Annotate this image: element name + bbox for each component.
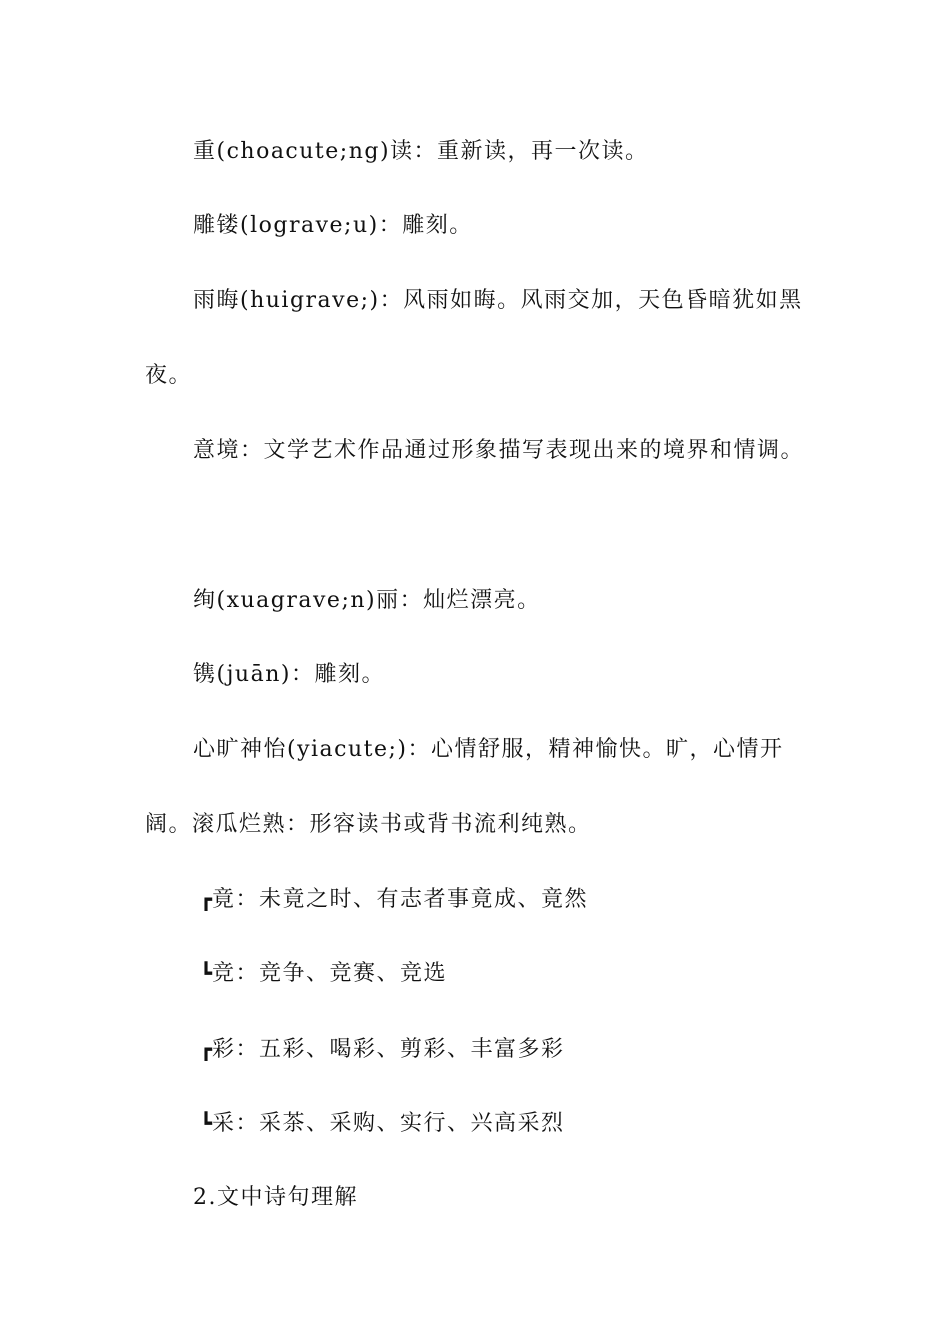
vocab-entry-yuhui-continued: 夜。 xyxy=(145,363,193,388)
bracket-bottom-mark: ┗ xyxy=(200,1111,213,1135)
bracket-top-mark: ┏ xyxy=(200,887,213,911)
bracket-line-jing-top xyxy=(200,884,588,915)
bracket-line-cai-bottom xyxy=(200,1108,565,1139)
vocab-entry-diaolou: 雕镂(lograve;u)：雕刻。 xyxy=(193,213,473,238)
bracket-line-text: 竟：未竟之时、有志者事竟成、竟然 xyxy=(212,887,589,912)
vocab-entry-xuanli: 绚(xuagrave;n)丽：灿烂漂亮。 xyxy=(193,588,541,613)
bracket-top-mark: ┏ xyxy=(200,1037,213,1061)
bracket-bottom-mark: ┗ xyxy=(200,961,213,985)
vocab-entry-chongdu: 重(choacute;ng)读：重新读，再一次读。 xyxy=(193,139,649,164)
vocab-entry-juan: 镌(juān)：雕刻。 xyxy=(193,662,385,687)
vocab-entry-yuhui: 雨晦(huigrave;)：风雨如晦。风雨交加，天色昏暗犹如黑 xyxy=(193,288,803,313)
vocab-entry-gunguallanshu: 阔。滚瓜烂熟：形容读书或背书流利纯熟。 xyxy=(145,812,592,837)
bracket-line-text: 彩：五彩、喝彩、剪彩、丰富多彩 xyxy=(212,1037,565,1062)
bracket-line-text: 采：采茶、采购、实行、兴高采烈 xyxy=(212,1111,565,1136)
section-heading: 2.文中诗句理解 xyxy=(193,1185,358,1210)
vocab-entry-yijing: 意境：文学艺术作品通过形象描写表现出来的境界和情调。 xyxy=(193,438,805,463)
bracket-line-cai-top xyxy=(200,1034,565,1065)
vocab-entry-xinkuangshenyi: 心旷神怡(yiacute;)：心情舒服，精神愉快。旷，心情开 xyxy=(193,737,784,762)
bracket-line-jing-bottom xyxy=(200,958,447,989)
bracket-line-text: 竞：竞争、竞赛、竞选 xyxy=(212,961,448,986)
